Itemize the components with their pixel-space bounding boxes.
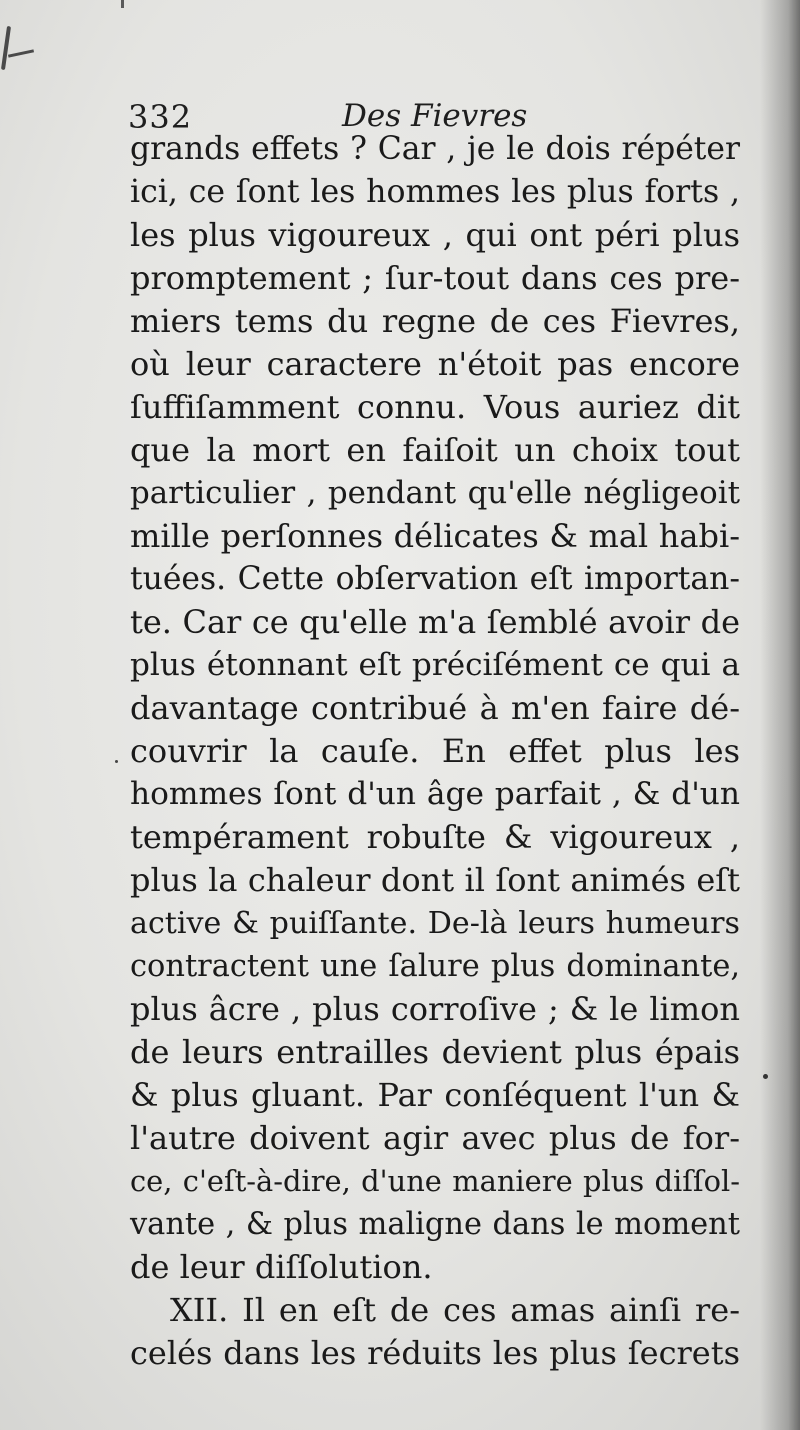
- page-number: 332: [128, 98, 193, 136]
- text-line: de leur diſſolution.: [130, 1248, 433, 1286]
- running-head: Des Fievres: [342, 98, 528, 134]
- margin-pen-mark-tick: [8, 49, 34, 57]
- section-start-line: XII. Il en eſt de ces amas ainſi re-: [170, 1291, 740, 1329]
- text-line: que la mort en faiſoit un choix tout: [130, 431, 740, 469]
- text-line: ici, ce ſont les hommes les plus forts ,: [130, 174, 740, 210]
- text-line: ce, c'eſt-à-dire, d'une maniere plus diſſol-: [130, 1164, 740, 1198]
- text-line: les plus vigoureux , qui ont péri plus: [130, 216, 740, 254]
- text-line: te. Car ce qu'elle m'a ſemblé avoir de: [130, 603, 740, 641]
- text-line: & plus gluant. Par conſéquent l'un &: [130, 1076, 740, 1114]
- margin-dot: [763, 1074, 768, 1079]
- text-line: contractent une ſalure plus dominante,: [130, 949, 740, 984]
- text-line: active & puiſſante. De-là leurs humeurs: [130, 906, 740, 941]
- text-line: promptement ; ſur-tout dans ces pre-: [130, 259, 740, 297]
- text-line: où leur caractere n'étoit pas encore: [130, 345, 740, 383]
- body-text: [130, 128, 740, 1375]
- text-line: plus âcre , plus corroſive ; & le limon: [130, 990, 740, 1028]
- text-line: couvrir la cauſe. En effet plus les: [130, 732, 740, 770]
- text-line: tuées. Cette obſervation eſt importan-: [130, 561, 740, 597]
- text-line: hommes ſont d'un âge parfait , & d'un: [130, 776, 740, 812]
- text-line: vante , & plus maligne dans le moment: [130, 1207, 740, 1242]
- text-line: plus étonnant eſt préciſément ce qui a: [130, 647, 740, 683]
- text-line: tempérament robuſte & vigoureux ,: [130, 818, 740, 856]
- text-line: particulier , pendant qu'elle négligeoit: [130, 475, 740, 511]
- text-line: celés dans les réduits les plus ſecrets: [130, 1334, 740, 1372]
- text-line: ſuffiſamment connu. Vous auriez dit: [130, 388, 740, 426]
- text-line: grands effets ? Car , je le dois répéter: [130, 131, 740, 167]
- page-gutter-shadow: [760, 0, 800, 1430]
- margin-dot-left: [115, 760, 118, 763]
- text-line: miers tems du regne de ces Fievres,: [130, 302, 740, 340]
- text-line: plus la chaleur dont il ſont animés eſt: [130, 861, 740, 899]
- top-edge-mark: [121, 0, 124, 8]
- text-line: de leurs entrailles devient plus épais: [130, 1033, 740, 1071]
- text-line: l'autre doivent agir avec plus de for-: [130, 1119, 740, 1157]
- margin-pen-mark: [1, 26, 11, 70]
- text-line: mille perſonnes délicates & mal habi-: [130, 517, 740, 555]
- text-line: davantage contribué à m'en faire dé-: [130, 689, 740, 727]
